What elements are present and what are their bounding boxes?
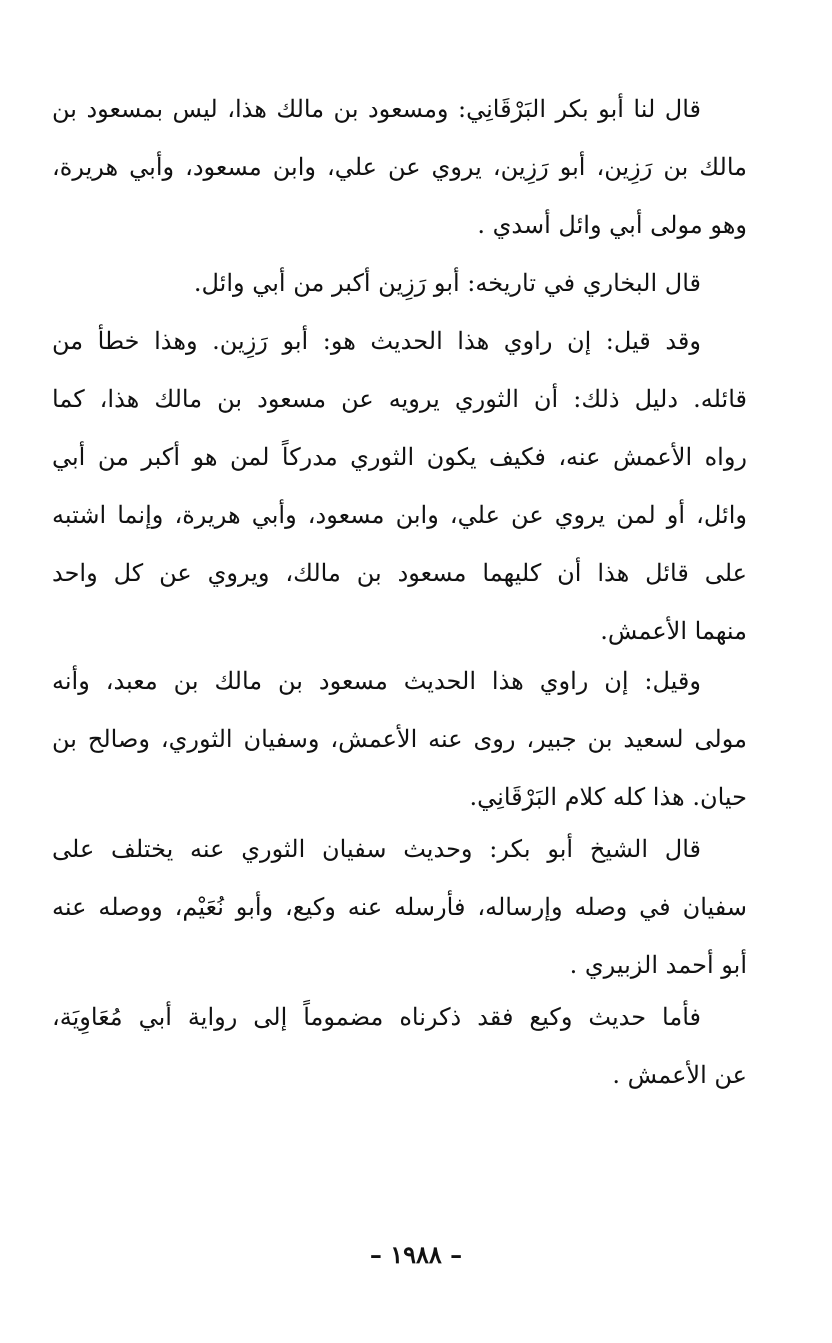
paragraph-5	[52, 820, 747, 994]
text-line: قال البخاري في تاريخه: أبو رَزِين أكبر من أبي وائل.	[193, 269, 701, 297]
paragraph-1	[52, 80, 747, 254]
text-line: فأما حديث وكيع فقد ذكرناه مضموماً إلى رواية أبي مُعَاوِيَة،	[52, 1003, 701, 1031]
text-line: وائل، أو لمن يروي عن علي، وابن مسعود، وأبي هريرة، وإنما اشتبه	[52, 501, 747, 529]
paragraph-3	[52, 312, 747, 660]
text-line: وقيل: إن راوي هذا الحديث مسعود بن مالك بن معبد، وأنه	[52, 667, 701, 695]
text-line: قائله. دليل ذلك: أن الثوري يرويه عن مسعود بن مالك هذا، كما	[52, 385, 747, 413]
paragraph-2	[52, 254, 747, 312]
text-line: وهو مولى أبي وائل أسدي .	[477, 211, 747, 239]
text-line: منهما الأعمش.	[600, 617, 747, 645]
text-line: مولى لسعيد بن جبير، روى عنه الأعمش، وسفيان الثوري، وصالح بن	[52, 725, 747, 753]
paragraph-6	[52, 988, 747, 1104]
text-line: حيان. هذا كله كلام البَرْقَانِي.	[469, 783, 747, 811]
text-line: عن الأعمش .	[612, 1061, 747, 1089]
text-line: رواه الأعمش عنه، فكيف يكون الثوري مدركاً لمن هو أكبر من أبي	[52, 443, 747, 471]
text-line: على قائل هذا أن كليهما مسعود بن مالك، ويروي عن كل واحد	[52, 559, 747, 587]
text-line: سفيان في وصله وإرساله، فأرسله عنه وكيع، وأبو نُعَيْم، ووصله عنه	[52, 893, 747, 921]
page-number: – ١٩٨٨ –	[369, 1240, 463, 1269]
paragraph-4	[52, 652, 747, 826]
text-line: وقد قيل: إن راوي هذا الحديث هو: أبو رَزِين. وهذا خطأ من	[52, 327, 701, 355]
text-line: قال لنا أبو بكر البَرْقَانِي: ومسعود بن مالك هذا، ليس بمسعود بن	[52, 95, 701, 123]
text-line: قال الشيخ أبو بكر: وحديث سفيان الثوري عنه يختلف على	[52, 835, 701, 863]
text-line: أبو أحمد الزبيري .	[569, 951, 747, 979]
text-line: مالك بن رَزِين، أبو رَزِين، يروي عن علي، وابن مسعود، وأبي هريرة،	[52, 153, 748, 181]
